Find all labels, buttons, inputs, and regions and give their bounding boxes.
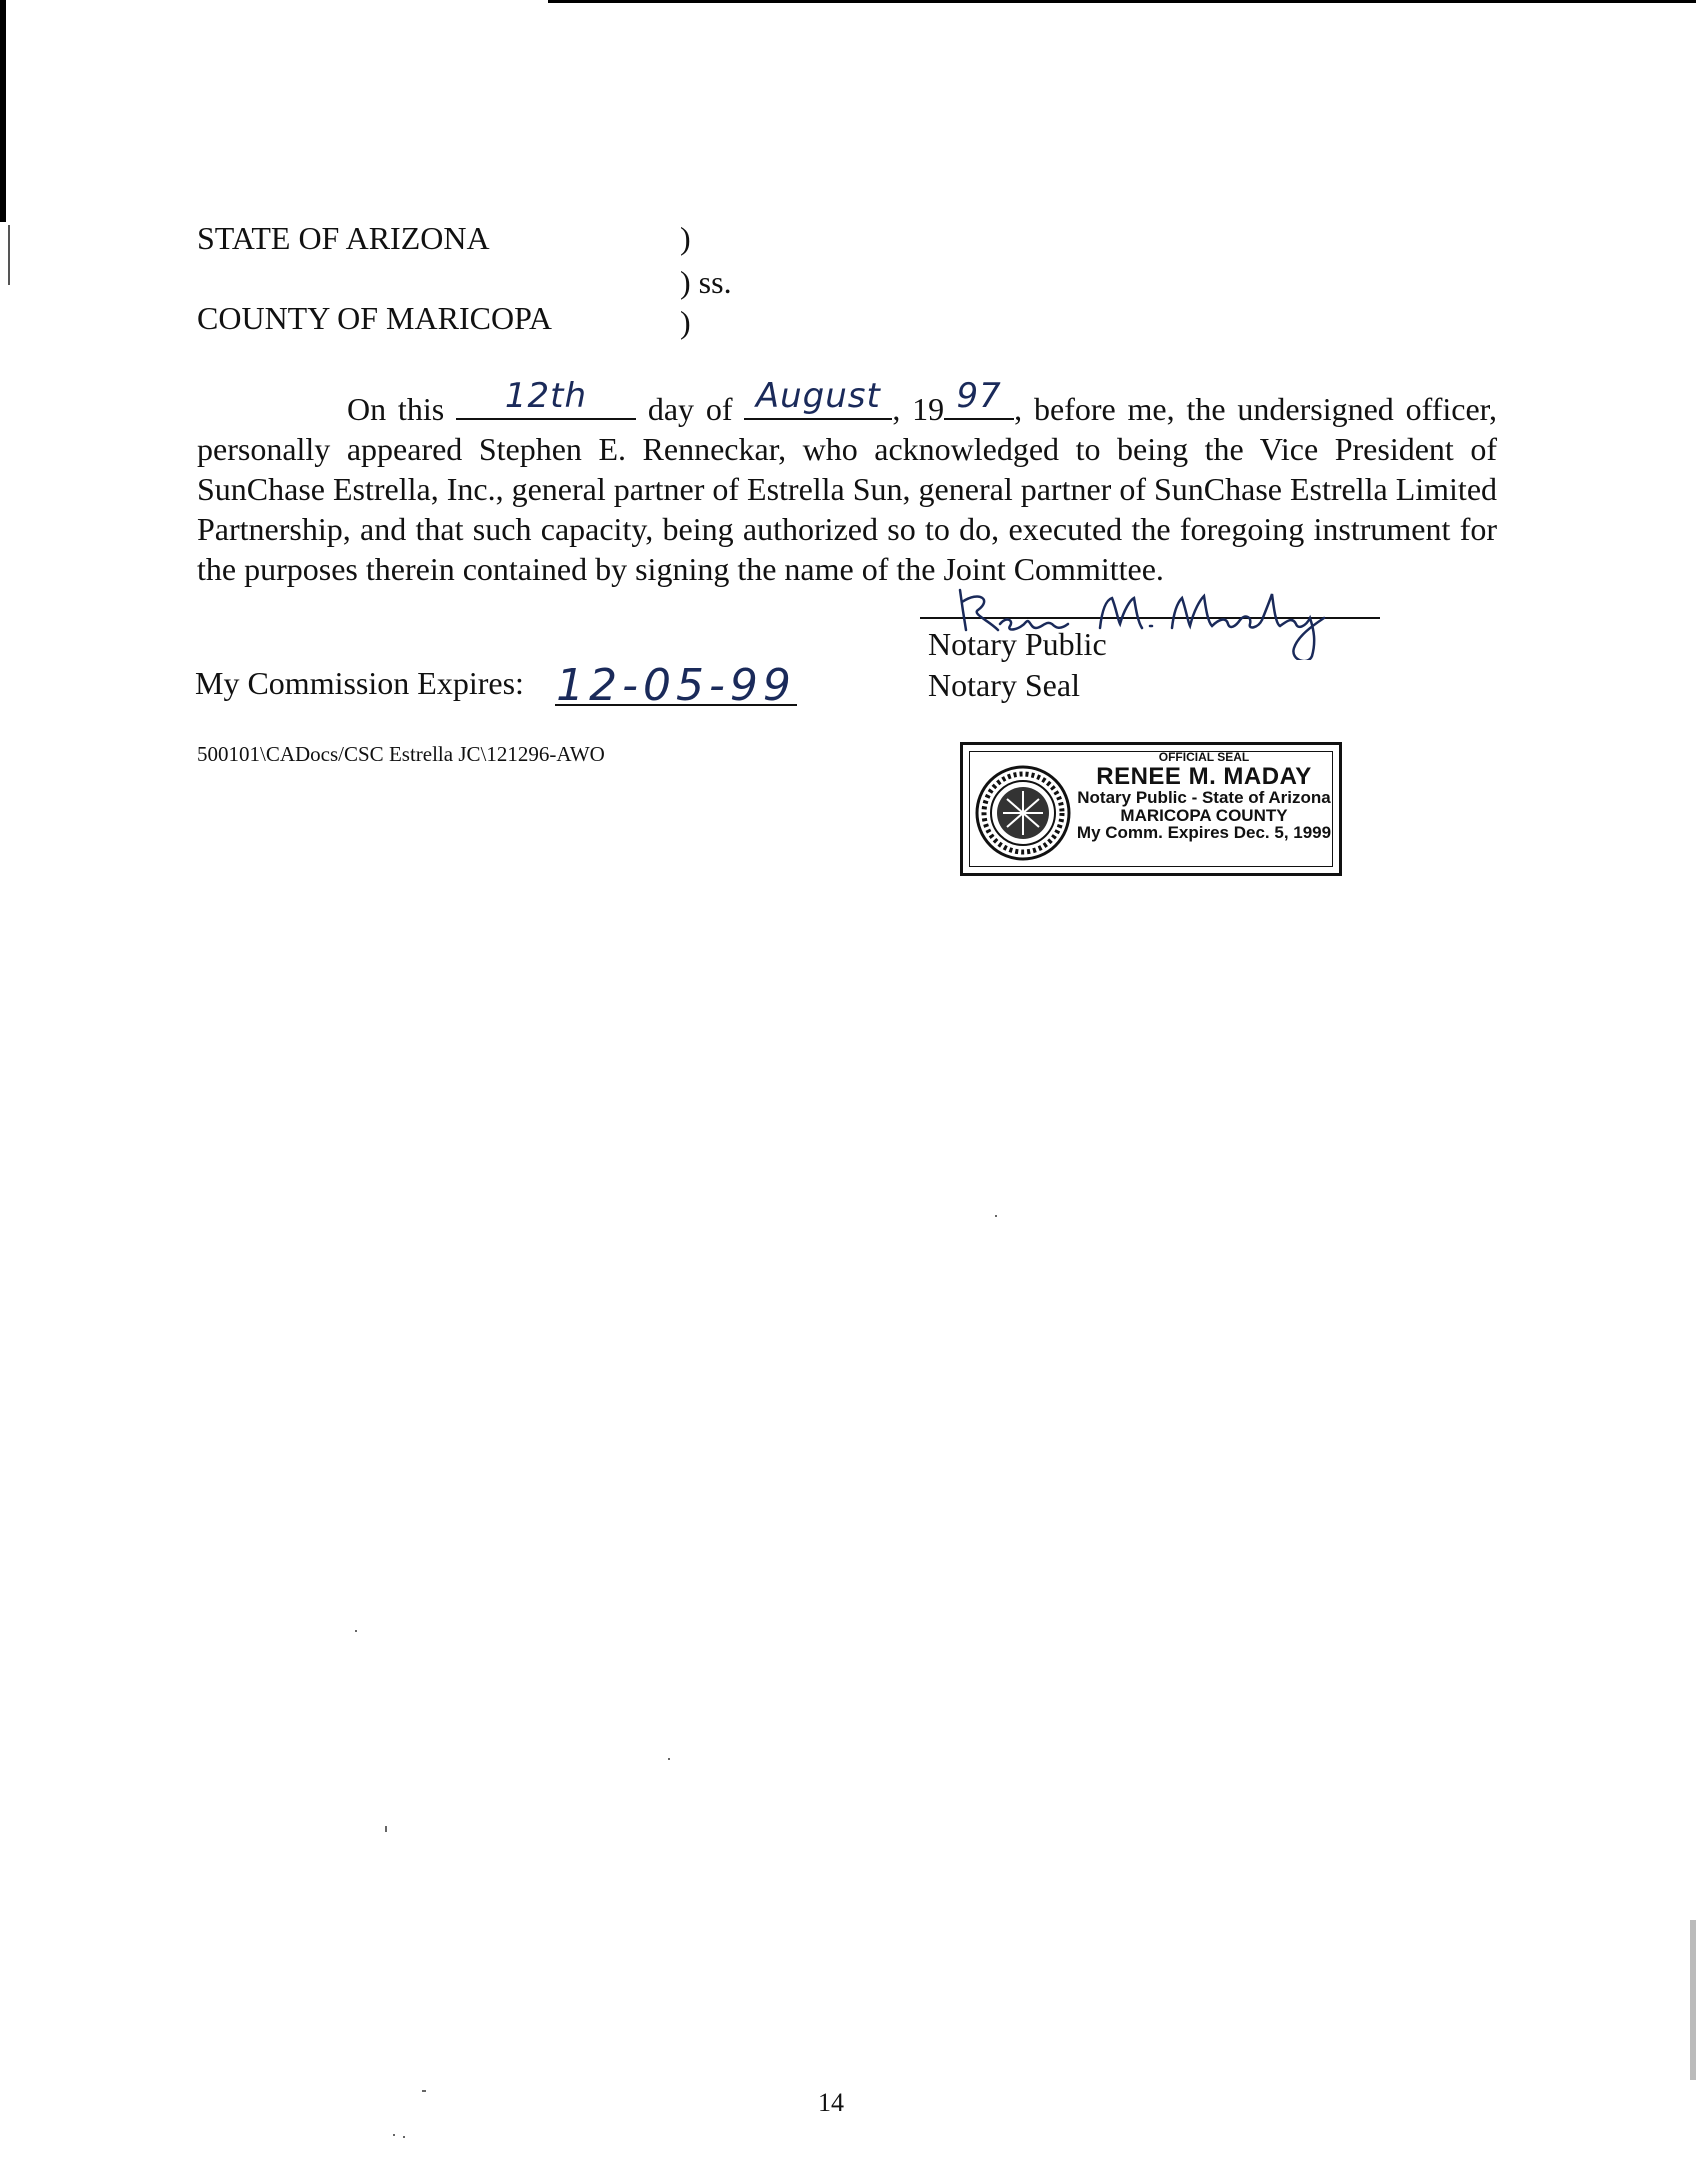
scan-edge-mark	[8, 225, 10, 285]
document-reference: 500101\CADocs/CSC Estrella JC\121296-AWO	[197, 742, 605, 766]
year-handwritten: 97	[956, 376, 1002, 416]
scan-edge-right	[1690, 1920, 1696, 2080]
day-blank	[456, 376, 636, 420]
day-handwritten: 12th	[504, 376, 588, 416]
venue-paren: )	[680, 304, 691, 340]
county-caption: COUNTY OF MARICOPA	[197, 300, 553, 336]
month-blank	[744, 376, 892, 420]
seal-state-line: Notary Public - State of Arizona	[1077, 787, 1331, 807]
acknowledgment-paragraph	[197, 376, 1498, 589]
commission-handwritten: 12-05-99	[556, 660, 796, 711]
seal-text-block	[1073, 751, 1335, 842]
scan-speck	[668, 1758, 670, 1760]
year-prefix-text: , 19	[892, 391, 945, 427]
scan-speck	[995, 1215, 997, 1217]
scan-edge-top	[548, 0, 1696, 3]
seal-expiry-line: My Comm. Expires Dec. 5, 1999	[1076, 823, 1332, 843]
commission-label: My Commission Expires:	[195, 665, 524, 701]
acknowledgment-body: , before me, the undersigned officer, personally appeared Stephen E. Renneckar, who acknowledged to being the Vice President of SunChase Estrella, Inc., general partner of Estrella Sun, general partner of SunChase Estrella Limited Partnership, and that such capacity, being authorized so to do, executed the foregoing instrument for the purposes therein contained by signing the name of the Joint Committee.	[197, 391, 1498, 587]
scan-speck	[385, 1826, 387, 1832]
day-of-text: day of	[647, 391, 733, 427]
scan-speck	[422, 2090, 426, 2092]
seal-notary-name: RENEE M. MADAY	[1096, 762, 1312, 790]
year-blank	[944, 376, 1014, 420]
notary-public-label: Notary Public	[928, 626, 1107, 662]
seal-official-label: OFFICIAL SEAL	[1158, 750, 1250, 764]
scan-speck	[403, 2136, 405, 2138]
state-seal-icon	[973, 763, 1073, 863]
scan-speck	[393, 2134, 395, 2136]
seal-county-line: MARICOPA COUNTY	[1120, 805, 1288, 825]
state-caption: STATE OF ARIZONA	[197, 220, 490, 256]
official-seal-stamp	[960, 742, 1342, 876]
notary-seal-label: Notary Seal	[928, 667, 1080, 703]
scan-edge-left	[0, 0, 6, 222]
page-number: 14	[818, 2088, 844, 2117]
venue-ss: ) ss.	[680, 264, 732, 300]
on-this-text: On this	[347, 391, 445, 427]
venue-paren: )	[680, 220, 691, 256]
month-handwritten: August	[755, 376, 881, 416]
scan-speck	[355, 1630, 357, 1632]
